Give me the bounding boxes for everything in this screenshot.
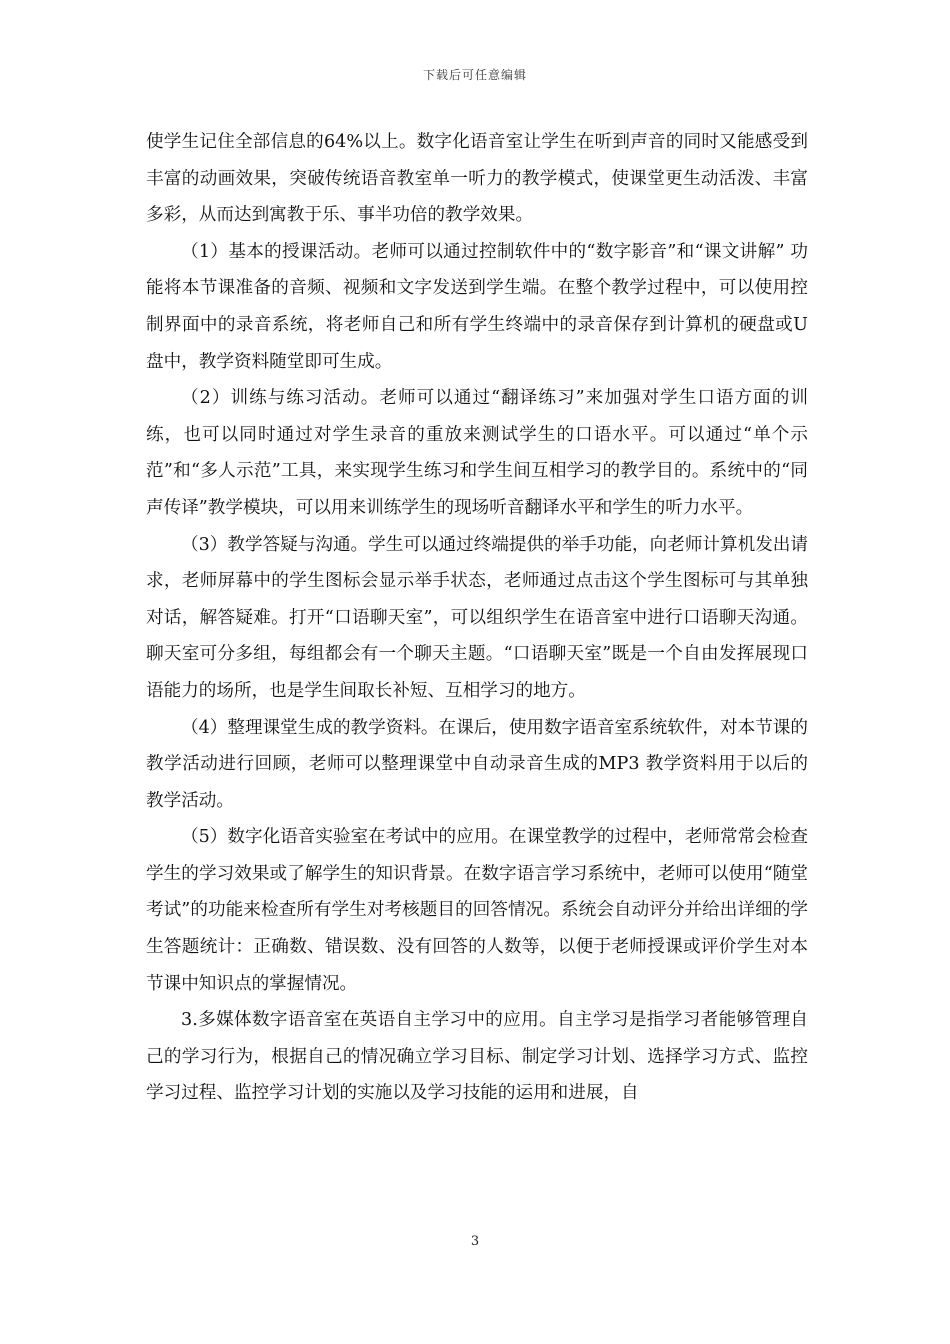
document-body [146,124,808,1112]
paragraph-continuation: 使学生记住全部信息的64%以上。数字化语音室让学生在听到声音的同时又能感受到丰富的动画效果，突破传统语音教室单一听力的教学模式，使课堂更生动活泼、丰富多彩，从而达到寓教于乐、事半功倍的教学效果。 [146,132,808,226]
page-number: 3 [470,1234,480,1249]
paragraph-item-4: （4）整理课堂生成的教学资料。在课后，使用数字语音室系统软件，对本节课的教学活动进行回顾，老师可以整理课堂中自动录音生成的MP3 教学资料用于以后的教学活动。 [146,717,808,811]
paragraph-item-3: （3）教学答疑与沟通。学生可以通过终端提供的举手功能，向老师计算机发出请求，老师屏幕中的学生图标会显示举手状态，老师通过点击这个学生图标可与其单独对话，解答疑难。打开“口语聊天室”，可以组织学生在语音室中进行口语聊天沟通。聊天室可分多组，每组都会有一个聊天主题。“口语聊天室”既是一个自由发挥展现口语能力的场所，也是学生间取长补短、互相学习的地方。 [146,534,808,701]
paragraph-item-5: （5）数字化语音实验室在考试中的应用。在课堂教学的过程中，老师常常会检查学生的学习效果或了解学生的知识背景。在数字语言学习系统中，老师可以使用“随堂考试”的功能来检查所有学生对考核题目的回答情况。系统会自动评分并给出详细的学生答题统计：正确数、错误数、没有回答的人数等，以便于老师授课或评价学生对本节课中知识点的掌握情况。 [146,827,808,994]
paragraph-item-2: （2）训练与练习活动。老师可以通过“翻译练习”来加强对学生口语方面的训练，也可以同时通过对学生录音的重放来测试学生的口语水平。可以通过“单个示范”和“多人示范”工具，来实现学生练习和学生间互相学习的教学目的。系统中的“同声传译”教学模块，可以用来训练学生的现场听音翻译水平和学生的听力水平。 [146,388,808,518]
paragraph-section-3: 3.多媒体数字语音室在英语自主学习中的应用。自主学习是指学习者能够管理自己的学习行为，根据自己的情况确立学习目标、制定学习计划、选择学习方式、监控学习过程、监控学习计划的实施以及学习技能的运用和进展，自 [146,1010,808,1104]
paragraph-item-1: （1）基本的授课活动。老师可以通过控制软件中的“数字影音”和“课文讲解” 功能将本节课准备的音频、视频和文字发送到学生端。在整个教学过程中，可以使用控制界面中的录音系统，将老师自己和所有学生终端中的录音保存到计算机的硬盘或U盘中，教学资料随堂即可生成。 [146,241,808,372]
page-header: 下载后可任意编辑 [422,68,527,82]
